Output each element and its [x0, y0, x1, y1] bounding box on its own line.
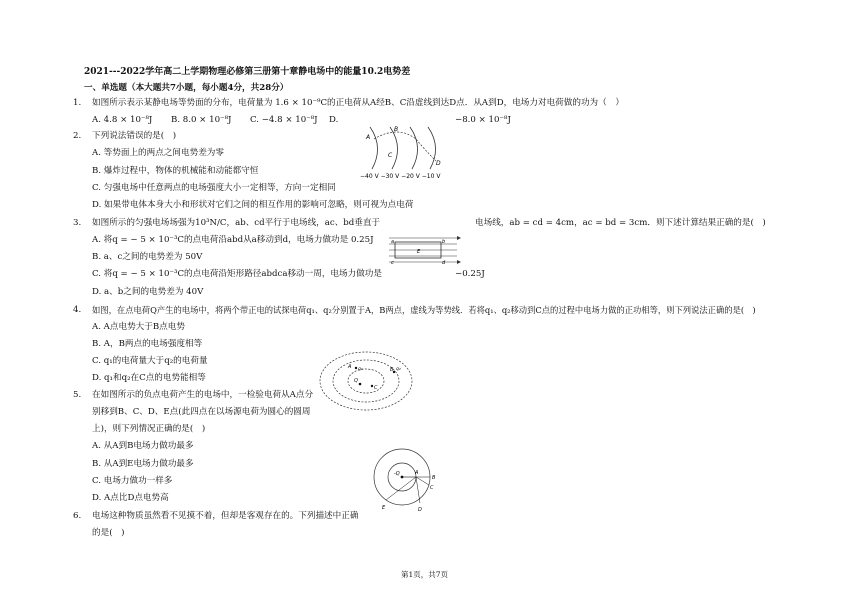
q6-stem-line1: 电场这种物质虽然看不见摸不着，但却是客观存在的。下列描述中正确: [92, 511, 359, 521]
q6-number: 6.: [73, 511, 82, 521]
page-footer: 第1页，共7页: [401, 570, 449, 579]
q5-option-a: A. 从A到B电场力做功最多: [92, 441, 194, 451]
q4-fig-label-q1: q₁: [358, 367, 363, 372]
q4-fig-label-b: B: [390, 367, 394, 373]
section-heading: 一、单选题（本大题共7小题，每小题4分，共28分）: [84, 83, 289, 93]
q4-option-a: A. A点电势大于B点电势: [92, 322, 185, 332]
q5-fig-label-q: -Q: [394, 471, 400, 477]
q3-fig-label-d: d: [442, 260, 446, 266]
q4-option-d: D. q₁和q₂在C点的电势能相等: [92, 373, 206, 383]
q5-fig-label-e: E: [382, 505, 386, 511]
q3-option-c-value: −0.25J: [455, 269, 485, 279]
q2-option-d: D. 如果带电体本身大小和形状对它们之间的相互作用的影响可忽略，则可视为点电荷: [92, 200, 414, 210]
q2-option-b: B. 爆炸过程中，物体的机械能和动能都守恒: [92, 166, 259, 176]
q4-option-c: C. q₁的电荷量大于q₂的电荷量: [92, 356, 208, 366]
q4-fig-label-a: A: [348, 364, 352, 370]
q1-fig-label-a: A: [366, 134, 371, 141]
q1-fig-voltages: −40 V −30 V −20 V −10 V: [360, 173, 441, 180]
q4-point-charge-figure: [318, 350, 414, 412]
q5-fig-label-d: D: [418, 507, 422, 513]
q5-fig-label-c: C: [430, 485, 434, 491]
q6-stem-line2: 的是( ): [92, 528, 125, 538]
q5-negative-charge-figure: [372, 443, 442, 515]
q3-fig-label-c: c: [391, 260, 394, 266]
q1-option-d: D.: [329, 115, 339, 125]
q1-equipotential-figure: [358, 125, 454, 181]
q3-uniform-field-figure: [387, 234, 463, 268]
q3-fig-label-a: a: [391, 239, 395, 245]
q5-stem-line3: 上)，则下列情况正确的是( ): [92, 424, 206, 434]
q5-fig-label-b: B: [432, 475, 436, 481]
q3-option-a: A. 将q = − 5 × 10⁻³C的点电荷沿abd从a移动到d，电场力做功是 0.25J: [92, 235, 374, 245]
q5-number: 5.: [73, 390, 82, 400]
q1-number: 1.: [73, 98, 82, 108]
q1-option-a: A. 4.8 × 10⁻⁸J: [92, 115, 153, 125]
q4-fig-label-q: Q: [354, 378, 358, 384]
q5-option-c: C. 电场力做功一样多: [92, 476, 173, 486]
document-title: 2021---2022学年高二上学期物理必修第三册第十章静电场中的能量10.2电势差: [84, 67, 411, 77]
q4-fig-label-c: C: [374, 385, 378, 391]
q2-option-c: C. 匀强电场中任意两点的电场强度大小一定相等，方向一定相同: [92, 183, 336, 193]
q3-number: 3.: [73, 218, 82, 228]
q3-option-c: C. 将q = − 5 × 10⁻³C的点电荷沿矩形路径abdca移动一周，电场力做功是: [92, 269, 382, 279]
q2-option-a: A. 等势面上的两点之间电势差为零: [92, 148, 224, 158]
q4-option-b: B. A，B两点的电场强度相等: [92, 339, 203, 349]
q1-option-d-value: −8.0 × 10⁻⁸J: [455, 115, 511, 125]
q5-option-d: D. A点比D点电势高: [92, 493, 169, 503]
q3-stem-continued: 电场线，ab = cd = 4cm，ac = bd = 3cm．则下述计算结果正确的是( ): [475, 218, 766, 228]
q2-stem: 下列说法错误的是( ): [92, 131, 177, 141]
q4-fig-label-q2: q₂: [396, 367, 401, 372]
q3-stem: 如图所示的匀强电场场强为10³N/C，ab、cd平行于电场线，ac、bd垂直于: [92, 218, 381, 228]
q1-option-b: B. 8.0 × 10⁻⁸J: [171, 115, 232, 125]
q3-fig-label-b: b: [442, 239, 446, 245]
q1-option-c: C. −4.8 × 10⁻⁸J: [250, 115, 318, 125]
q3-option-b: B. a、c之间的电势差为 50V: [92, 252, 203, 262]
q2-number: 2.: [73, 131, 82, 141]
q5-stem-line1: 在如图所示的负点电荷产生的电场中，一检验电荷从A点分: [92, 390, 314, 400]
q5-stem-line2: 别移到B、C、D、E点(此四点在以场源电荷为圆心的圆周: [92, 407, 311, 417]
q1-fig-label-b: B: [394, 126, 399, 133]
q3-fig-label-e: E: [417, 249, 421, 255]
q1-fig-label-d: D: [436, 160, 441, 167]
q3-option-d: D. a、b之间的电势差为 40V: [92, 287, 204, 297]
q5-option-b: B. 从A到E电场力做功最多: [92, 459, 194, 469]
q4-number: 4.: [73, 305, 82, 315]
q4-stem: 如图，在点电荷Q产生的电场中，将两个带正电的试探电荷q₁、q₂分别置于A，B两点，虚线为等势线．若将q₁、q₂移动到C点的过程中电场力做的正功相等，则下列说法正确的是( ): [92, 305, 756, 315]
q1-stem: 如图所示表示某静电场等势面的分布，电荷量为 1.6 × 10⁻⁹C的正电荷从A经B、C沿虚线到达D点．从A到D，电场力对电荷做的功为（ ）: [92, 98, 624, 108]
q5-fig-label-a: A: [415, 470, 419, 476]
q1-fig-label-c: C: [388, 152, 393, 159]
